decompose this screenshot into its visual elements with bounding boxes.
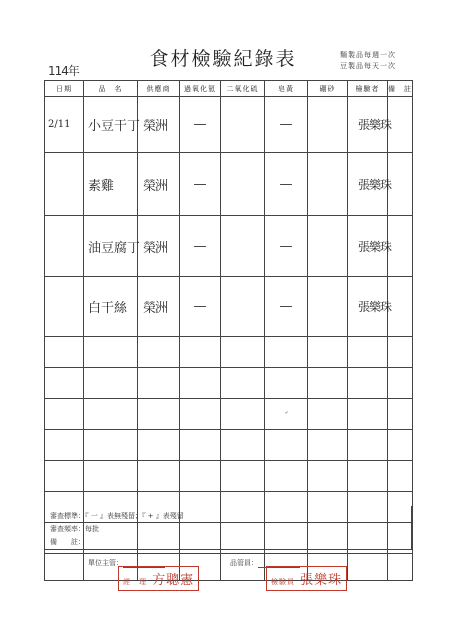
frequency-note (340, 50, 396, 72)
cell-hydrogen-peroxide (180, 368, 221, 399)
cell-item (84, 461, 138, 492)
cell-remark (388, 461, 413, 492)
header-soap-yellow: 皂黃 (265, 81, 308, 97)
cell-remark (388, 97, 413, 153)
header-supplier: 供應商 (138, 81, 180, 97)
cell-supplier (138, 461, 180, 492)
cell-date (45, 461, 84, 492)
cell-sulfur-dioxide (221, 153, 265, 216)
unit-head-stamp (118, 566, 199, 591)
table-row (45, 337, 413, 368)
cell-item (84, 430, 138, 461)
cell-inspector (348, 337, 388, 368)
cell-borax (308, 153, 348, 216)
cell-inspector (348, 368, 388, 399)
cell-inspector: 張樂珠 (348, 97, 388, 153)
header-inspector: 檢驗者 (348, 81, 388, 97)
inspector-stamp (266, 566, 347, 591)
cell-borax (308, 337, 348, 368)
cell-soap-yellow (265, 399, 308, 430)
stamp-title: 經 理 (123, 578, 147, 586)
cell-borax (308, 277, 348, 337)
table-header-row (45, 81, 413, 97)
cell-remark (388, 216, 413, 277)
cell-sulfur-dioxide (221, 399, 265, 430)
cell-hydrogen-peroxide (180, 399, 221, 430)
header-borax: 硼砂 (308, 81, 348, 97)
cell-soap-yellow (265, 368, 308, 399)
cell-inspector (348, 554, 388, 581)
cell-inspector: 張樂珠 (348, 153, 388, 216)
header-sulfur-dioxide: 二氧化硫 (221, 81, 265, 97)
cell-remark (388, 337, 413, 368)
cell-soap-yellow (265, 461, 308, 492)
cell-inspector (348, 461, 388, 492)
header-hydrogen-peroxide: 過氧化氫 (180, 81, 221, 97)
cell-item: 油豆腐丁 (84, 216, 138, 277)
cell-borax (308, 368, 348, 399)
cell-item (84, 399, 138, 430)
header-item: 品 名 (84, 81, 138, 97)
cell-remark (388, 430, 413, 461)
cell-soap-yellow: — (265, 277, 308, 337)
table-row (45, 399, 413, 430)
cell-item: 小豆干丁 (84, 97, 138, 153)
cell-borax (308, 97, 348, 153)
cell-date (45, 216, 84, 277)
cell-date (45, 277, 84, 337)
cell-inspector: 張樂珠 (348, 216, 388, 277)
cell-sulfur-dioxide (221, 277, 265, 337)
cell-soap-yellow (265, 337, 308, 368)
table-row (45, 153, 413, 216)
cell-sulfur-dioxide (221, 368, 265, 399)
cell-borax (308, 461, 348, 492)
manager-label: 品管員： (230, 559, 258, 567)
cell-supplier: 榮洲 (138, 97, 180, 153)
table-row (45, 216, 413, 277)
table-row (45, 277, 413, 337)
review-frequency: 審查頻率：每批 (50, 525, 99, 533)
cell-inspector (348, 430, 388, 461)
cell-soap-yellow: — (265, 216, 308, 277)
cell-supplier (138, 337, 180, 368)
cell-remark (388, 153, 413, 216)
cell-date (45, 554, 84, 581)
cell-supplier (138, 368, 180, 399)
cell-sulfur-dioxide (221, 461, 265, 492)
cell-inspector (348, 399, 388, 430)
cell-soap-yellow (265, 430, 308, 461)
cell-hydrogen-peroxide (180, 461, 221, 492)
frequency-line-noodle: 麵製品每週一次 (340, 51, 396, 59)
cell-item: 素雞 (84, 153, 138, 216)
notes-section (44, 506, 412, 550)
cell-hydrogen-peroxide: — (180, 153, 221, 216)
cell-remark (388, 399, 413, 430)
cell-item (84, 368, 138, 399)
stamp-title: 檢驗員 (271, 578, 295, 586)
cell-date (45, 368, 84, 399)
cell-hydrogen-peroxide (180, 430, 221, 461)
table-row (45, 368, 413, 399)
cell-inspector: 張樂珠 (348, 277, 388, 337)
cell-item: 白干絲 (84, 277, 138, 337)
cell-supplier: 榮洲 (138, 277, 180, 337)
cell-sulfur-dioxide (221, 216, 265, 277)
cell-supplier (138, 399, 180, 430)
cell-hydrogen-peroxide: — (180, 216, 221, 277)
cell-sulfur-dioxide (221, 430, 265, 461)
cell-hydrogen-peroxide (180, 337, 221, 368)
cell-item (84, 337, 138, 368)
stamp-name: 方聰憲 (152, 573, 195, 588)
cell-borax (308, 216, 348, 277)
cell-remark (388, 277, 413, 337)
cell-date (45, 153, 84, 216)
cell-date: 2/11 (45, 97, 84, 153)
cell-supplier: 榮洲 (138, 153, 180, 216)
table-row (45, 430, 413, 461)
cell-date (45, 430, 84, 461)
cell-date (45, 337, 84, 368)
cell-hydrogen-peroxide: — (180, 97, 221, 153)
cell-sulfur-dioxide (221, 97, 265, 153)
table-row (45, 97, 413, 153)
review-standard: 審查標準：『 一 』表無殘留；『 + 』表殘留 (50, 512, 184, 520)
cell-remark (388, 554, 413, 581)
header-remark: 備 註 (388, 81, 413, 97)
table-row (45, 461, 413, 492)
cell-soap-yellow: — (265, 97, 308, 153)
cell-remark (388, 368, 413, 399)
cell-hydrogen-peroxide: — (180, 277, 221, 337)
cell-date (45, 399, 84, 430)
cell-sulfur-dioxide (221, 337, 265, 368)
frequency-line-tofu: 豆製品每天一次 (340, 62, 396, 70)
unit-head-label: 單位主管： (88, 559, 123, 567)
form-title: 食材檢驗紀錄表 (149, 48, 297, 70)
cell-borax (308, 399, 348, 430)
stamp-name: 張樂珠 (300, 573, 343, 588)
cell-borax (308, 430, 348, 461)
notes-remark: 備 註： (50, 538, 85, 546)
year-handwritten: 114年 (48, 64, 79, 78)
cell-soap-yellow: — (265, 153, 308, 216)
cell-supplier: 榮洲 (138, 216, 180, 277)
header-date: 日期 (45, 81, 84, 97)
cell-supplier (138, 430, 180, 461)
